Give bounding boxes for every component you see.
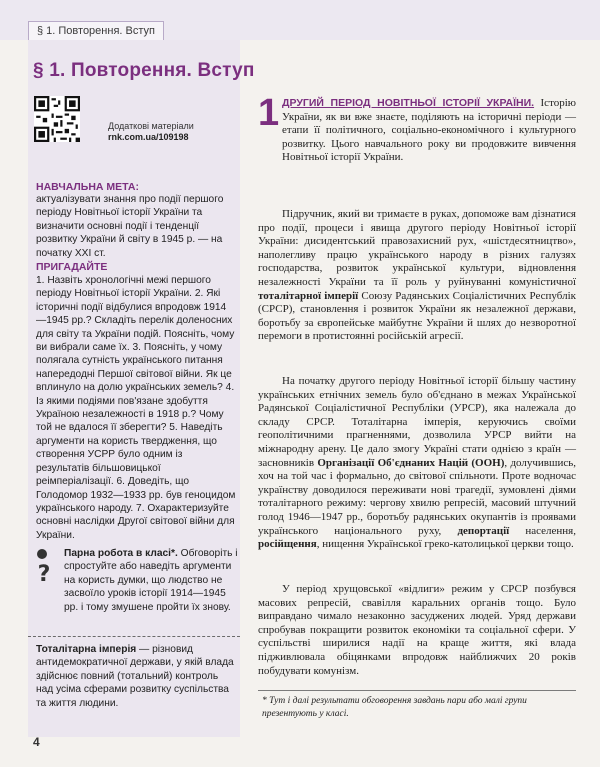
pair-work-task: [64, 547, 240, 614]
sidebar-divider: [28, 636, 240, 637]
extra-materials-link[interactable]: rnk.com.ua/109198: [108, 132, 189, 142]
pair-work-text: Обговоріть і спростуйте або наведіть аргументи на користь думки, що людство не засвоїло уроків історії 1914—1945 рр. і тому змушене пройти їх знову.: [64, 548, 238, 613]
paragraph-2-part-a: Підручник, який ви тримаєте в руках, допоможе вам дізнатися про події, процеси і явища другого періоду Новітньої історії України: дисидентський правозахисний рух, «шістдесятництво», наполегливу працю українського народу в різних галузях господарства, розвиток української культури, відновлення незалежності України та її роль у руйнуванні комуністичної: [258, 208, 576, 288]
remember-heading: ПРИГАДАЙТЕ: [36, 261, 108, 273]
sidebar-bottom: [28, 720, 240, 737]
paragraph-3-part-a: На початку другого періоду Новітньої історії більшу частину українських етнічних земель було об'єднано в межах Української Радянської Соціалістичної Республіки (УРСР), яка належала до складу СРСР. Тоталітарна імперія, керуючись своїми геополітичними прагненнями, дозволила УРСР вийти на міжнародну арену. Це дало змогу Україні стати однією з країн — засновників: [258, 375, 576, 469]
paragraph-2-term: тоталітарної імперії: [258, 289, 359, 302]
paragraph-1-heading: ДРУГИЙ ПЕРІОД НОВІТНЬОЇ ІСТОРІЇ УКРАЇНИ.: [282, 97, 535, 109]
pair-work-label: Парна робота в класі*.: [64, 548, 178, 559]
section-header-tab: § 1. Повторення. Вступ: [28, 21, 164, 41]
term-definition: [36, 643, 236, 710]
paragraph-3-term-russification: російщення: [258, 538, 317, 551]
paragraph-1-text: Історію України, як ви вже знаєте, поділяють на історичні періоди — етапи її політичного, соціально-економічного і культурного розвитку. Цього навчального року ви продовжите вивчення Новітньої історії України.: [282, 97, 577, 164]
footnote: * Тут і далі результати обговорення завдань пари або малі групи презентують у класі.: [262, 696, 527, 719]
learning-goal-heading: НАВЧАЛЬНА МЕТА:: [36, 181, 140, 193]
paragraph-4: У період хрущовської «відлиги» режим у СРСР позбувся масових репресій, свавілля каральних органів тощо. Було виправдано чимало незаконно засуджених людей. Уряд держави спробував покращити розвиток економіки та соціальної сфери. У суспільстві ширилися надії на краще життя, які влада підживлювала обіцянками впродовж найближчих 20 років побудувати комунізм.: [258, 583, 576, 677]
term-text: — різновид антидемократичної держави, у якій влада здійснює повний (тотальний) контроль над усіма сферами розвитку суспільства та життя людини.: [36, 644, 234, 709]
term-bold: Тоталітарна імперія: [36, 644, 137, 655]
extra-materials-label: Додаткові матеріали: [108, 121, 194, 131]
paragraph-1: [282, 97, 576, 165]
paragraph-3-part-c: населення,: [509, 524, 576, 537]
paragraph-3: [258, 375, 576, 552]
chapter-title: § 1. Повторення. Вступ: [33, 60, 255, 81]
learning-goal-text: актуалізувати знання про події першого періоду Новітньої історії України та визначити основні події і тенденції розвитку України й світу в 1945 р. — на початку XXI ст.: [36, 194, 224, 259]
paragraph-2-part-b: Союзу Радянських Соціалістичних Республік (СРСР), становлення і розвиток України як незалежної держави, боротьбу за європейське майбутнє України й шлях до незворотної перемоги в протистоянні російській агресії.: [258, 289, 576, 343]
qr-code-icon[interactable]: [34, 96, 80, 142]
paragraph-3-part-b: , долучившись, хоч на той час і формально, до світової спільноти. Проте водночас українству доводилося переживати нові трагедії, зумовлені діями тоталітарного режиму: чергову хвилю репресій, масовий штучний голод 1946—1947 рр., боротьбу радянських окупантів із проявами українського національного руху,: [258, 456, 577, 537]
question-mark-icon: [36, 549, 52, 585]
svg-text:?: ?: [37, 562, 51, 585]
paragraph-3-part-d: , нищення Української греко-католицької церкви тощо.: [316, 538, 574, 551]
page-number: 4: [33, 735, 40, 749]
paragraph-3-term-deportation: депортації: [457, 524, 510, 537]
paragraph-2: [258, 208, 576, 344]
footnote-divider: [258, 690, 576, 691]
paragraph-3-term-un: Організації Об'єднаних Націй (ООН): [317, 456, 505, 469]
remember-questions: 1. Назвіть хронологічні межі першого періоду Новітньої історії України. 2. Які історичні події відбулися впродовж 1914—1945 рр.? Складіть перелік доленосних для світу та України подій. Поясніть, чому ви вибрали саме їх. 3. Поясніть, у чому полягала сутність українського питання напередодні Першої світової війни. Як це вплинуло на долю українських земель? 4. Із якими подіями пов'язане здобуття Україною незалежності в 1918 р.? Чому той не вдалося її зберегти? 5. Наведіть аргументи на користь твердження, що створення УСРР було одним із результатів більшовицької реімперіалізації. 6. Доведіть, що Голодомор 1932—1933 рр. був геноцидом українського народу. 7. Охарактеризуйте основні наслідки Другої світової війни для України.: [36, 275, 236, 541]
drop-cap-number: 1: [258, 92, 280, 134]
